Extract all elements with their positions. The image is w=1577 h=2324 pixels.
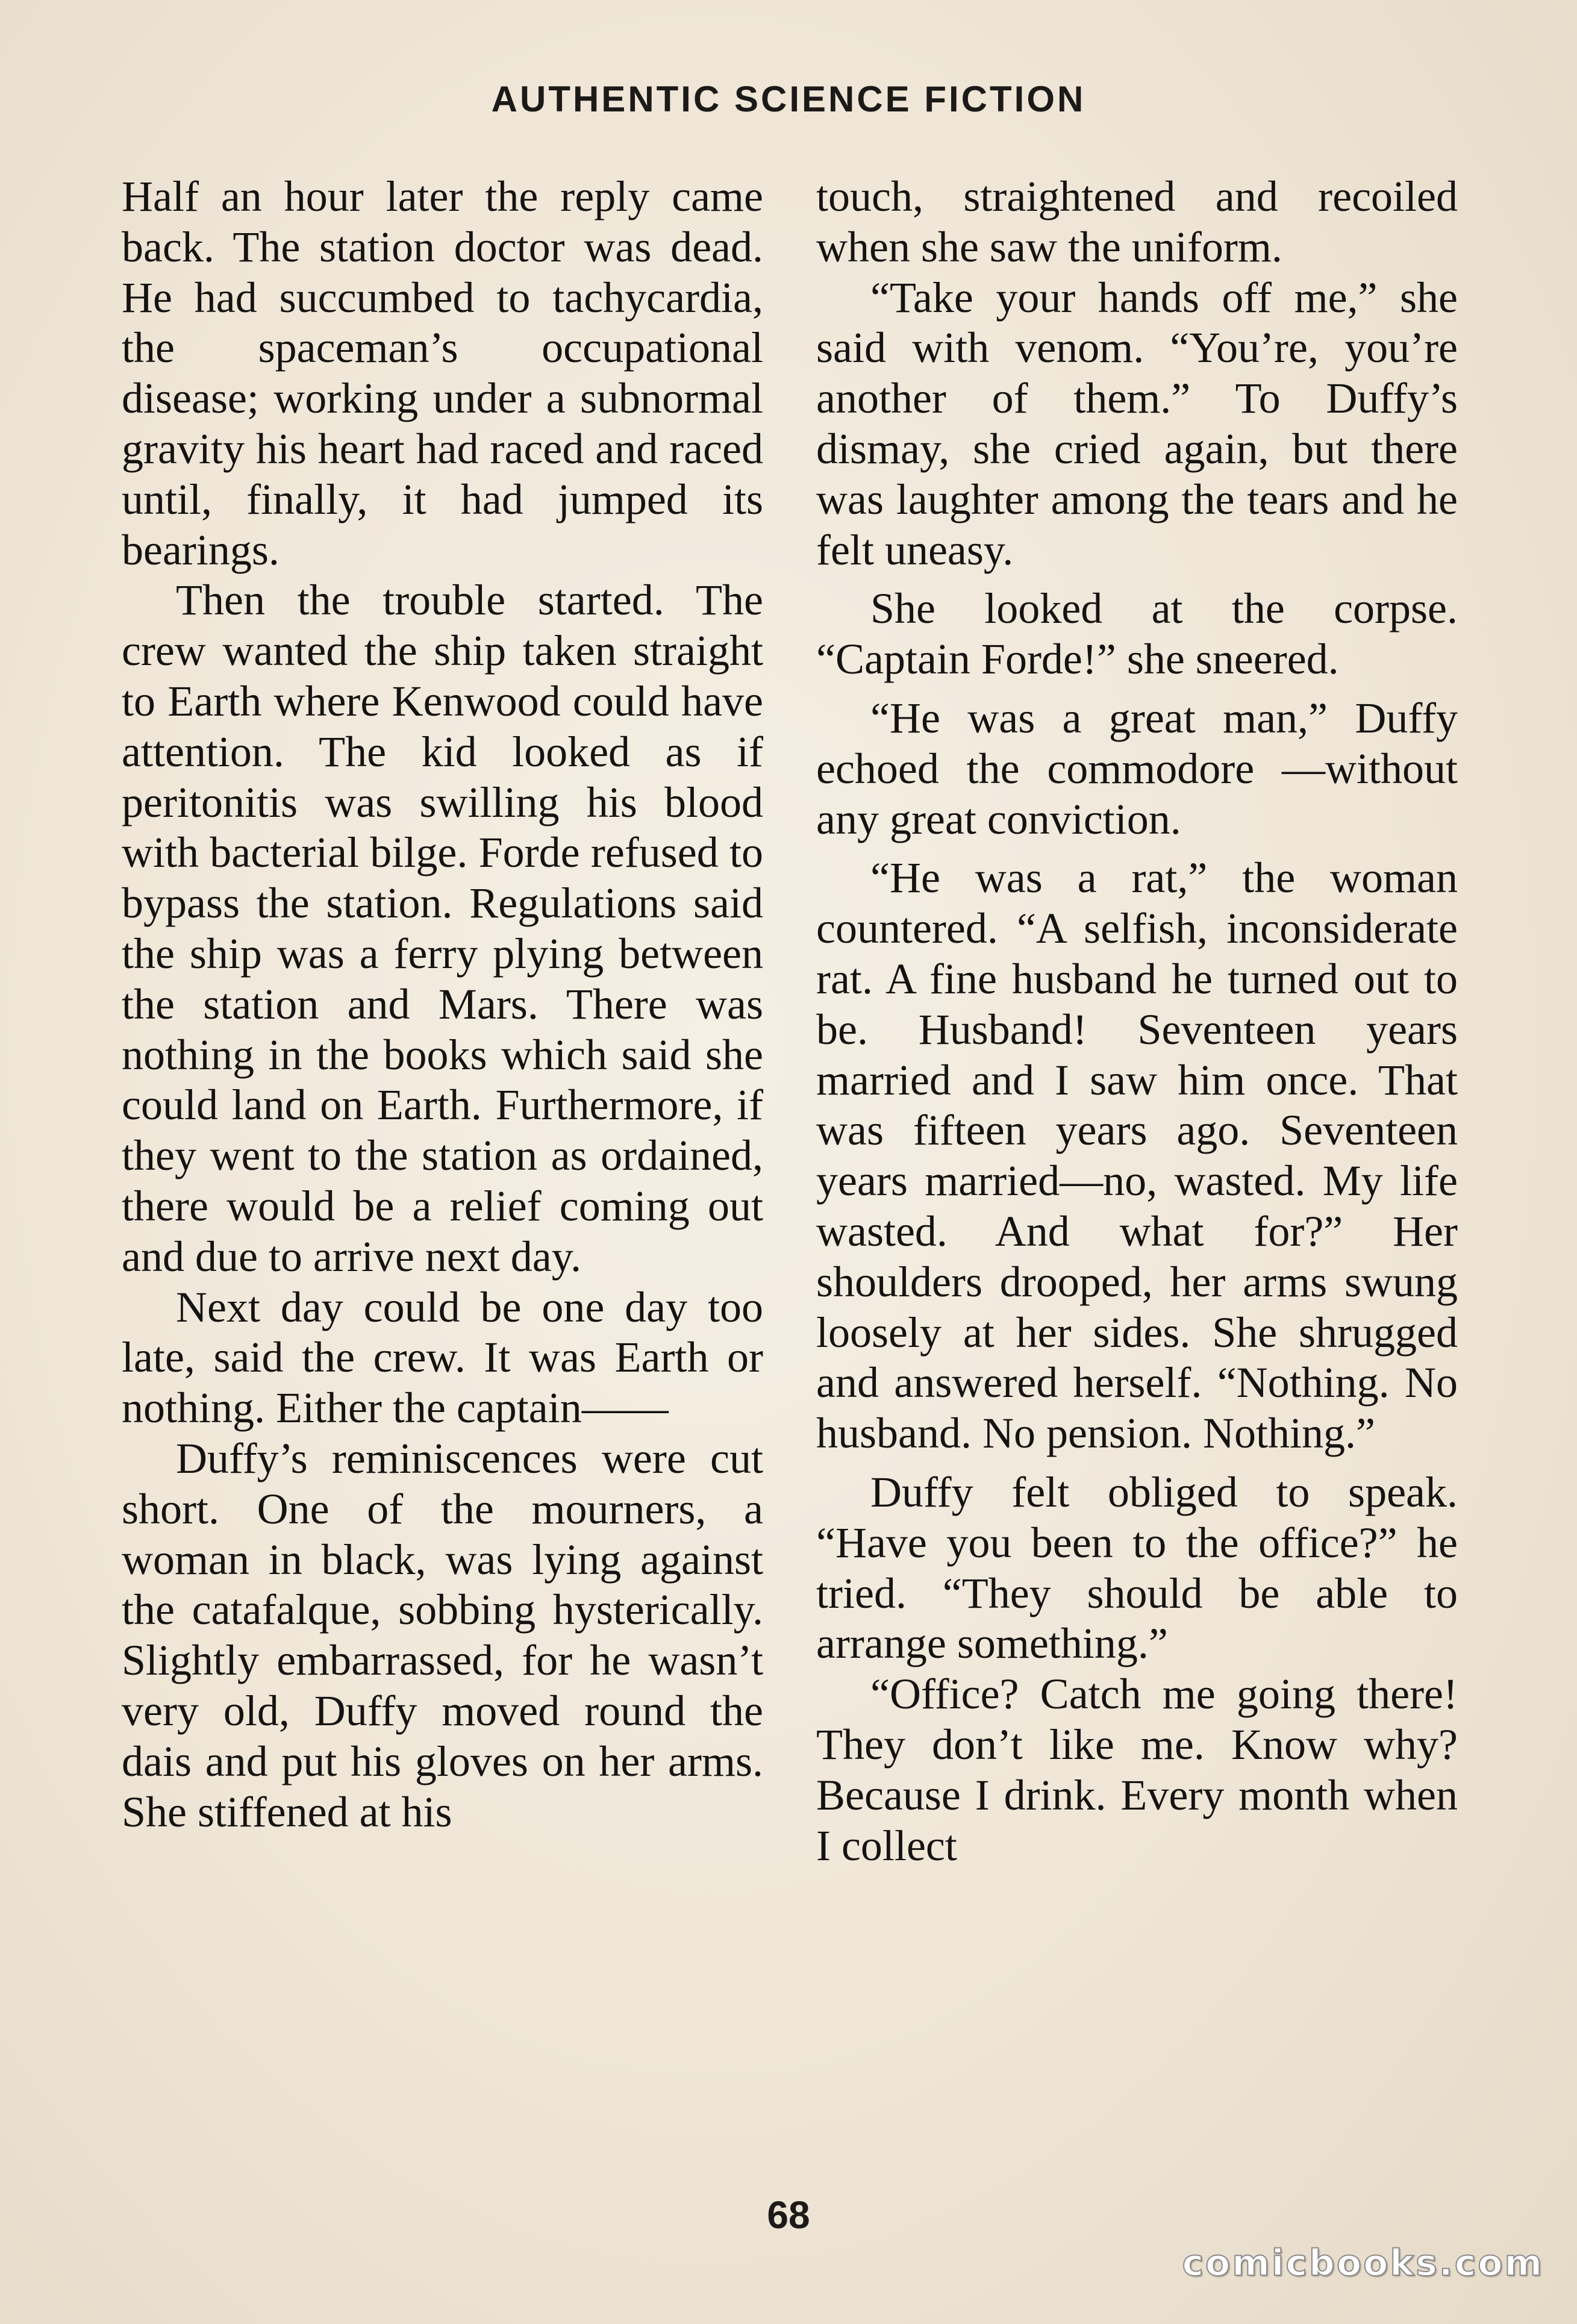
right-text-column (816, 172, 1458, 1871)
paragraph: She looked at the corpse. “Captain Forde!” she sneered. (816, 584, 1458, 684)
paragraph: “Office? Catch me going there! They don’t like me. Know why? Because I drink. Every month when I collect (816, 1670, 1458, 1870)
paragraph: touch, straightened and recoiled when she saw the uniform. (816, 172, 1458, 271)
page-number: 68 (767, 2193, 810, 2237)
paragraph: “He was a great man,” Duffy echoed the commodore —without any great conviction. (816, 693, 1458, 843)
paragraph: Half an hour later the reply came back. The station doctor was dead. He had succumbed to tachycardia, the spaceman’s occupational disease; working under a subnormal gravity his heart had raced and raced until, finally, it had jumped its bearings. (122, 172, 763, 574)
paragraph: Duffy’s reminiscences were cut short. One of the mourners, a woman in black, was lying against the catafalque, sobbing hysterically. Slightly embarrassed, for he wasn’t very old, Duffy moved round the dais and put his gloves on her arms. She stiffened at his (122, 1434, 763, 1836)
paragraph: Next day could be one day too late, said the crew. It was Earth or nothing. Either the captain—— (122, 1282, 763, 1432)
paragraph: Duffy felt obliged to speak. “Have you been to the office?” he tried. “They should be able to arrange something.” (816, 1467, 1458, 1668)
watermark-logo: comicbooks.com (1182, 2242, 1544, 2284)
left-text-column (122, 172, 763, 1837)
running-header: AUTHENTIC SCIENCE FICTION (491, 79, 1086, 119)
paragraph: “Take your hands off me,” she said with venom. “You’re, you’re another of them.” To Duffy’s dismay, she cried again, but there was laughter among the tears and he felt uneasy. (816, 273, 1458, 574)
paragraph: “He was a rat,” the woman countered. “A selfish, inconsiderate rat. A fine husband he turned out to be. Husband! Seventeen years married and I saw him once. That was fifteen years ago. Seventeen years married—no, wasted. My life wasted. And what for?” Her shoulders drooped, her arms swung loosely at her sides. She shrugged and answered herself. “Nothing. No husband. No pension. Nothing.” (816, 854, 1458, 1458)
paragraph: Then the trouble started. The crew wanted the ship taken straight to Earth where Kenwood could have attention. The kid looked as if peritonitis was swilling his blood with bacterial bilge. Forde refused to bypass the station. Regulations said the ship was a ferry plying between the station and Mars. There was nothing in the books which said she could land on Earth. Furthermore, if they went to the station as ordained, there would be a relief coming out and due to arrive next day. (122, 576, 763, 1281)
